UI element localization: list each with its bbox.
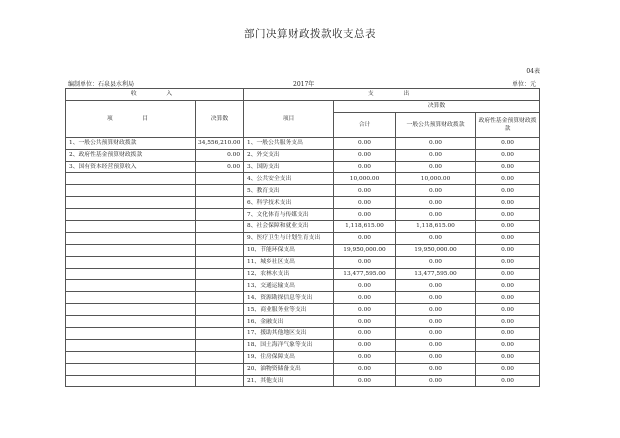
expense-item-cell: 11、城乡社区支出 bbox=[244, 256, 334, 268]
income-amount-cell: 0.00 bbox=[196, 161, 244, 173]
expense-general-cell: 0.00 bbox=[396, 375, 476, 387]
income-item-cell bbox=[66, 197, 196, 209]
budget-summary-table bbox=[65, 88, 540, 387]
income-item-cell bbox=[66, 232, 196, 244]
table-row bbox=[66, 351, 540, 363]
table-row bbox=[66, 268, 540, 280]
expense-general-cell: 0.00 bbox=[396, 316, 476, 328]
final-amount-group-header: 决算数 bbox=[334, 100, 540, 112]
income-item-cell bbox=[66, 268, 196, 280]
expense-fund-cell: 0.00 bbox=[476, 256, 540, 268]
year-label: 2017年 bbox=[293, 81, 315, 88]
expense-total-cell: 0.00 bbox=[334, 280, 396, 292]
expense-general-cell: 0.00 bbox=[396, 280, 476, 292]
expense-item-cell: 4、公共安全支出 bbox=[244, 173, 334, 185]
expense-general-cell: 0.00 bbox=[396, 351, 476, 363]
income-item-cell: 1、一般公共预算财政拨款 bbox=[66, 137, 196, 149]
income-item-cell: 3、国有资本经营预算收入 bbox=[66, 161, 196, 173]
table-row bbox=[66, 221, 540, 233]
expense-general-cell: 13,477,595.00 bbox=[396, 268, 476, 280]
income-amount-cell bbox=[196, 375, 244, 387]
table-row bbox=[66, 304, 540, 316]
income-item-cell bbox=[66, 185, 196, 197]
expense-item-cell: 17、援助其他地区支出 bbox=[244, 328, 334, 340]
income-amount-cell bbox=[196, 280, 244, 292]
table-row bbox=[66, 339, 540, 351]
table-row bbox=[66, 197, 540, 209]
total-header: 合计 bbox=[334, 112, 396, 137]
expense-item-cell: 20、油物资储备支出 bbox=[244, 363, 334, 375]
expense-total-cell: 0.00 bbox=[334, 232, 396, 244]
expense-general-cell: 0.00 bbox=[396, 197, 476, 209]
expense-fund-cell: 0.00 bbox=[476, 244, 540, 256]
expense-item-cell: 13、交通运输支出 bbox=[244, 280, 334, 292]
expense-general-cell: 0.00 bbox=[396, 328, 476, 340]
expense-item-header: 项目 bbox=[244, 100, 334, 137]
expense-total-cell: 0.00 bbox=[334, 328, 396, 340]
income-item-cell bbox=[66, 292, 196, 304]
expense-total-cell: 0.00 bbox=[334, 339, 396, 351]
income-item-cell bbox=[66, 328, 196, 340]
income-amount-cell bbox=[196, 328, 244, 340]
income-item-cell bbox=[66, 363, 196, 375]
income-item-cell: 2、政府性基金预算财政拨款 bbox=[66, 149, 196, 161]
table-row bbox=[66, 185, 540, 197]
expense-fund-cell: 0.00 bbox=[476, 221, 540, 233]
expense-item-cell: 19、住房保障支出 bbox=[244, 351, 334, 363]
expense-general-cell: 1,118,615.00 bbox=[396, 221, 476, 233]
table-row bbox=[66, 209, 540, 221]
expense-fund-cell: 0.00 bbox=[476, 339, 540, 351]
income-amount-cell: 0.00 bbox=[196, 149, 244, 161]
expense-general-cell: 0.00 bbox=[396, 209, 476, 221]
expense-total-cell: 0.00 bbox=[334, 137, 396, 149]
income-amount-cell bbox=[196, 221, 244, 233]
expense-item-cell: 18、国土海洋气象等支出 bbox=[244, 339, 334, 351]
expense-general-cell: 19,950,000.00 bbox=[396, 244, 476, 256]
unit-label: 编制单位：石泉县水利局 bbox=[68, 81, 135, 88]
expense-total-cell: 0.00 bbox=[334, 363, 396, 375]
expense-general-cell: 0.00 bbox=[396, 256, 476, 268]
expense-general-cell: 0.00 bbox=[396, 161, 476, 173]
expense-total-cell: 0.00 bbox=[334, 161, 396, 173]
money-unit-label: 单位：元 bbox=[512, 81, 537, 88]
expense-general-cell: 0.00 bbox=[396, 137, 476, 149]
expense-item-cell: 9、医疗卫生与计划生育支出 bbox=[244, 232, 334, 244]
expense-fund-cell: 0.00 bbox=[476, 328, 540, 340]
table-row bbox=[66, 292, 540, 304]
expense-item-cell: 3、国防支出 bbox=[244, 161, 334, 173]
income-amount-cell bbox=[196, 268, 244, 280]
expense-item-cell: 6、科学技术支出 bbox=[244, 197, 334, 209]
table-row bbox=[66, 232, 540, 244]
expense-item-cell: 16、金融支出 bbox=[244, 316, 334, 328]
expense-total-cell: 0.00 bbox=[334, 316, 396, 328]
table-row bbox=[66, 137, 540, 149]
income-item-cell bbox=[66, 173, 196, 185]
income-amount-cell bbox=[196, 351, 244, 363]
income-item-cell bbox=[66, 256, 196, 268]
expense-fund-cell: 0.00 bbox=[476, 197, 540, 209]
income-item-cell bbox=[66, 339, 196, 351]
expense-item-cell: 2、外交支出 bbox=[244, 149, 334, 161]
expense-item-cell: 12、农林水支出 bbox=[244, 268, 334, 280]
income-amount-cell: 34,556,210.00 bbox=[196, 137, 244, 149]
expense-fund-cell: 0.00 bbox=[476, 149, 540, 161]
expense-fund-cell: 0.00 bbox=[476, 185, 540, 197]
expense-total-cell: 13,477,595.00 bbox=[334, 268, 396, 280]
expense-total-cell: 1,118,615.00 bbox=[334, 221, 396, 233]
income-amount-cell bbox=[196, 185, 244, 197]
income-item-cell bbox=[66, 209, 196, 221]
table-row bbox=[66, 149, 540, 161]
expense-item-cell: 7、文化体育与传媒支出 bbox=[244, 209, 334, 221]
expense-fund-cell: 0.00 bbox=[476, 232, 540, 244]
expense-total-cell: 0.00 bbox=[334, 375, 396, 387]
expense-total-cell: 0.00 bbox=[334, 185, 396, 197]
expense-total-cell: 19,950,000.00 bbox=[334, 244, 396, 256]
income-item-cell bbox=[66, 280, 196, 292]
income-item-cell bbox=[66, 316, 196, 328]
income-amount-cell bbox=[196, 244, 244, 256]
expense-fund-cell: 0.00 bbox=[476, 375, 540, 387]
table-row bbox=[66, 375, 540, 387]
expense-general-cell: 0.00 bbox=[396, 149, 476, 161]
expense-total-cell: 0.00 bbox=[334, 351, 396, 363]
income-amount-cell bbox=[196, 292, 244, 304]
table-row bbox=[66, 256, 540, 268]
expense-total-cell: 10,000.00 bbox=[334, 173, 396, 185]
income-item-cell bbox=[66, 244, 196, 256]
page-title: 部门决算财政拨款收支总表 bbox=[244, 28, 376, 40]
expense-total-cell: 0.00 bbox=[334, 304, 396, 316]
expense-fund-cell: 0.00 bbox=[476, 268, 540, 280]
expense-header: 支 出 bbox=[244, 89, 540, 101]
expense-fund-cell: 0.00 bbox=[476, 292, 540, 304]
expense-fund-cell: 0.00 bbox=[476, 351, 540, 363]
expense-fund-cell: 0.00 bbox=[476, 316, 540, 328]
expense-general-cell: 0.00 bbox=[396, 363, 476, 375]
income-item-cell bbox=[66, 304, 196, 316]
expense-fund-cell: 0.00 bbox=[476, 173, 540, 185]
expense-item-cell: 10、节能环保支出 bbox=[244, 244, 334, 256]
expense-item-cell: 1、一般公共服务支出 bbox=[244, 137, 334, 149]
header-row-1 bbox=[66, 89, 540, 101]
expense-item-cell: 8、社会保障和就业支出 bbox=[244, 221, 334, 233]
expense-total-cell: 0.00 bbox=[334, 197, 396, 209]
table-row bbox=[66, 363, 540, 375]
table-row bbox=[66, 316, 540, 328]
expense-item-cell: 15、商业服务业等支出 bbox=[244, 304, 334, 316]
table-row bbox=[66, 328, 540, 340]
expense-general-cell: 0.00 bbox=[396, 304, 476, 316]
expense-total-cell: 0.00 bbox=[334, 292, 396, 304]
general-budget-header: 一般公共预算财政拨款 bbox=[396, 112, 476, 137]
income-amount-header: 决算数 bbox=[196, 100, 244, 137]
expense-item-cell: 21、其他支出 bbox=[244, 375, 334, 387]
expense-fund-cell: 0.00 bbox=[476, 161, 540, 173]
expense-fund-cell: 0.00 bbox=[476, 137, 540, 149]
table-row bbox=[66, 280, 540, 292]
expense-general-cell: 0.00 bbox=[396, 292, 476, 304]
expense-total-cell: 0.00 bbox=[334, 149, 396, 161]
expense-item-cell: 5、教育支出 bbox=[244, 185, 334, 197]
expense-fund-cell: 0.00 bbox=[476, 280, 540, 292]
expense-fund-cell: 0.00 bbox=[476, 209, 540, 221]
income-amount-cell bbox=[196, 173, 244, 185]
expense-fund-cell: 0.00 bbox=[476, 304, 540, 316]
expense-general-cell: 10,000.00 bbox=[396, 173, 476, 185]
income-amount-cell bbox=[196, 256, 244, 268]
table-row bbox=[66, 244, 540, 256]
income-amount-cell bbox=[196, 304, 244, 316]
expense-general-cell: 0.00 bbox=[396, 185, 476, 197]
expense-item-cell: 14、资源勘探信息等支出 bbox=[244, 292, 334, 304]
expense-total-cell: 0.00 bbox=[334, 209, 396, 221]
income-amount-cell bbox=[196, 197, 244, 209]
income-amount-cell bbox=[196, 339, 244, 351]
form-number: 04表 bbox=[526, 68, 540, 75]
table-row bbox=[66, 173, 540, 185]
gov-fund-header: 政府性基金预算财政拨款 bbox=[476, 112, 540, 137]
income-amount-cell bbox=[196, 316, 244, 328]
income-amount-cell bbox=[196, 363, 244, 375]
expense-general-cell: 0.00 bbox=[396, 339, 476, 351]
income-header: 收 入 bbox=[66, 89, 244, 101]
income-item-cell bbox=[66, 351, 196, 363]
header-row-2 bbox=[66, 100, 540, 112]
income-item-cell bbox=[66, 375, 196, 387]
expense-total-cell: 0.00 bbox=[334, 256, 396, 268]
income-amount-cell bbox=[196, 232, 244, 244]
income-item-header: 项 目 bbox=[66, 100, 196, 137]
table-row bbox=[66, 161, 540, 173]
expense-general-cell: 0.00 bbox=[396, 232, 476, 244]
expense-fund-cell: 0.00 bbox=[476, 363, 540, 375]
income-item-cell bbox=[66, 221, 196, 233]
income-amount-cell bbox=[196, 209, 244, 221]
